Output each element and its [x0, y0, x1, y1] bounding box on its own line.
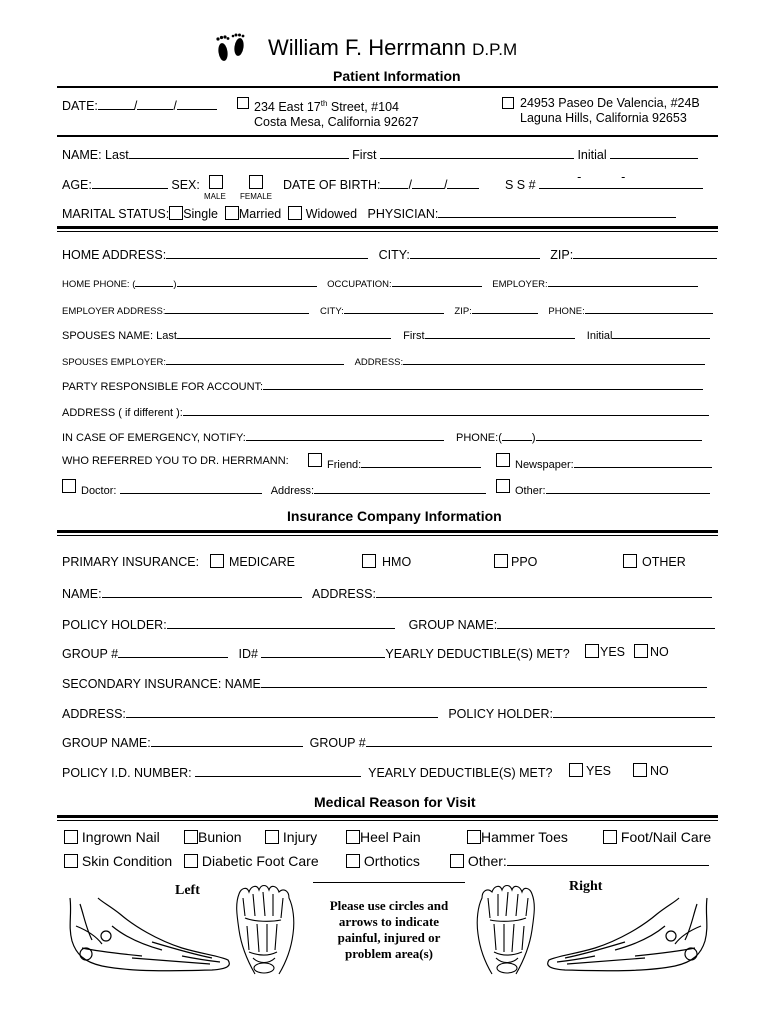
- left-label: Left: [175, 883, 200, 898]
- deductible-no-checkbox[interactable]: [634, 644, 648, 658]
- emp-phone-field[interactable]: [585, 301, 713, 314]
- instruction-line-3: painful, injured or: [337, 930, 441, 945]
- spouse-first-label: First: [403, 330, 425, 342]
- hammer-label: Hammer Toes: [481, 829, 568, 845]
- ingrown-label: Ingrown Nail: [81, 829, 160, 845]
- ins-address-label: ADDRESS:: [312, 587, 376, 601]
- city-field[interactable]: [410, 246, 540, 259]
- divider: [57, 535, 718, 536]
- instructions: [316, 898, 462, 962]
- referred-friend-checkbox[interactable]: [308, 453, 322, 467]
- sec-deductible-yes-label: YES: [586, 764, 612, 778]
- doctor-field[interactable]: [120, 481, 262, 494]
- dob-month-field[interactable]: [380, 176, 408, 189]
- hmo-checkbox[interactable]: [362, 554, 376, 568]
- married-label: Married: [238, 207, 282, 221]
- ins-name-field[interactable]: [102, 585, 302, 598]
- occupation-label: OCCUPATION:: [327, 279, 392, 290]
- spouse-first-field[interactable]: [425, 326, 575, 339]
- other-insurance-label: OTHER: [642, 555, 686, 569]
- friend-row: [327, 455, 481, 471]
- primary-row: [62, 555, 199, 569]
- spouse-employer-label: SPOUSES EMPLOYER:: [62, 357, 167, 368]
- instruction-line-4: problem area(s): [345, 946, 433, 961]
- hammer-checkbox[interactable]: [467, 830, 481, 844]
- doctor-label: Doctor:: [81, 485, 117, 497]
- single-label: Single: [183, 207, 218, 221]
- bunion-label: Bunion: [198, 829, 242, 845]
- sec-deductible-no-checkbox[interactable]: [633, 763, 647, 777]
- group-num-field[interactable]: [118, 645, 228, 658]
- sec-deductible-yes-checkbox[interactable]: [569, 763, 583, 777]
- doctor-row: [81, 481, 486, 497]
- spouse-employer-field[interactable]: [166, 352, 344, 365]
- referred-doctor-checkbox[interactable]: [62, 479, 76, 493]
- spouse-initial-field[interactable]: [612, 326, 710, 339]
- ss-label: S S #: [505, 178, 536, 192]
- ins-address-field[interactable]: [376, 585, 712, 598]
- home-phone-field[interactable]: [177, 274, 317, 287]
- spouse-name-label: SPOUSES NAME: Last: [62, 330, 177, 342]
- female-label: FEMALE: [240, 192, 273, 201]
- address-diff-label: ADDRESS ( if different ):: [62, 407, 183, 419]
- sec-group-num-label: GROUP #: [309, 736, 366, 750]
- responsible-field[interactable]: [263, 377, 703, 390]
- sec-group-name-field[interactable]: [151, 734, 303, 747]
- emp-city-field[interactable]: [344, 301, 444, 314]
- doctor-suffix: D.P.M: [472, 40, 518, 59]
- group-name-field[interactable]: [497, 616, 715, 629]
- location-costa-mesa-checkbox[interactable]: [237, 97, 249, 109]
- sex-label: SEX:: [171, 178, 200, 192]
- initial-field[interactable]: [610, 146, 698, 159]
- age-field[interactable]: [92, 176, 168, 189]
- addr2-line2: Laguna Hills, California 92653: [520, 111, 687, 125]
- dob-label: DATE OF BIRTH:: [283, 178, 381, 192]
- employer-address-field[interactable]: [165, 301, 309, 314]
- skin-item: [64, 853, 172, 869]
- skin-checkbox[interactable]: [64, 854, 78, 868]
- page-title: [268, 35, 517, 61]
- home-address-label: HOME ADDRESS:: [62, 248, 167, 262]
- ss-row: [505, 170, 703, 192]
- spouse-last-field[interactable]: [177, 326, 391, 339]
- address-costa-mesa: [254, 96, 419, 130]
- medicare-label: MEDICARE: [229, 555, 295, 569]
- spouse-employer-row: [62, 352, 705, 368]
- emergency-phone-field[interactable]: [536, 428, 702, 441]
- name-label: NAME: Last: [62, 148, 129, 162]
- group-num-label: GROUP #: [62, 647, 119, 661]
- deductible-no-label: NO: [650, 645, 669, 659]
- deductible-yes-checkbox[interactable]: [585, 644, 599, 658]
- primary-label: PRIMARY INSURANCE:: [62, 555, 200, 569]
- date-year-field[interactable]: [177, 97, 217, 110]
- skin-label: Skin Condition: [81, 853, 173, 869]
- right-foot-side-icon: [540, 896, 715, 976]
- marital-single-checkbox[interactable]: [169, 206, 183, 220]
- date-row: DATE: / /: [62, 97, 217, 113]
- bunion-item: [184, 829, 242, 845]
- emergency-label: IN CASE OF EMERGENCY, NOTIFY:: [62, 432, 246, 444]
- widowed-label: Widowed: [305, 207, 358, 221]
- medicare-checkbox[interactable]: [210, 554, 224, 568]
- footnail-label: Foot/Nail Care: [620, 829, 712, 845]
- insurance-title: Insurance Company Information: [287, 508, 502, 524]
- other-field[interactable]: [546, 481, 710, 494]
- newspaper-row: [515, 455, 712, 471]
- marital-married-checkbox[interactable]: [225, 206, 239, 220]
- responsible-label: PARTY RESPONSIBLE FOR ACCOUNT:: [62, 381, 264, 393]
- policy-holder-label: POLICY HOLDER:: [62, 618, 167, 632]
- hmo-label: HMO: [382, 555, 412, 569]
- responsible-row: [62, 377, 703, 393]
- sec-deductible-no-label: NO: [650, 764, 669, 778]
- sex-male-checkbox[interactable]: [209, 175, 223, 189]
- referred-row: [62, 455, 289, 467]
- subtitle: Patient Information: [333, 68, 461, 84]
- male-label: MALE: [204, 192, 226, 201]
- spouse-address-label: ADDRESS:: [354, 357, 404, 368]
- ppo-label: PPO: [511, 555, 538, 569]
- divider: [57, 231, 718, 232]
- date-label: DATE:: [62, 99, 98, 113]
- sex-female-checkbox[interactable]: [249, 175, 263, 189]
- addr1-line1b: Street, #104: [327, 100, 399, 115]
- divider: [57, 135, 718, 137]
- address-laguna-hills: [520, 96, 700, 126]
- ingrown-checkbox[interactable]: [64, 830, 78, 844]
- divider: [57, 226, 718, 229]
- spouse-initial-label: Initial: [586, 330, 613, 342]
- divider: [57, 86, 718, 88]
- employer-address-label: EMPLOYER ADDRESS:: [62, 306, 166, 317]
- footprints-logo: [213, 33, 249, 65]
- zip-label: ZIP:: [550, 248, 574, 262]
- emp-zip-field[interactable]: [472, 301, 538, 314]
- ppo-checkbox[interactable]: [494, 554, 508, 568]
- name-row: [62, 146, 698, 162]
- sec-address-row: [62, 705, 715, 721]
- addr1-line1: 234 East 17: [254, 100, 321, 115]
- ref-address-field[interactable]: [314, 481, 486, 494]
- friend-field[interactable]: [361, 455, 481, 468]
- newspaper-field[interactable]: [574, 455, 712, 468]
- home-phone-row: HOME PHONE: ( ) OCCUPATION: EMPLOYER:: [62, 274, 698, 290]
- footnail-item: [603, 829, 711, 845]
- home-phone-label: HOME PHONE: (: [62, 279, 136, 290]
- referred-newspaper-checkbox[interactable]: [496, 453, 510, 467]
- home-address-row: [62, 246, 717, 262]
- group-num-row: [62, 645, 570, 661]
- footnail-checkbox[interactable]: [603, 830, 617, 844]
- id-field[interactable]: [261, 645, 385, 658]
- marital-label: MARITAL STATUS:: [62, 207, 170, 221]
- orthotics-item: [346, 853, 420, 869]
- right-label: Right: [569, 879, 603, 894]
- orthotics-label: Orthotics: [363, 853, 420, 869]
- left-foot-side-icon: [62, 896, 237, 976]
- sec-group-row: [62, 734, 712, 750]
- reason-other-checkbox[interactable]: [450, 854, 464, 868]
- marital-row: [62, 205, 676, 221]
- home-address-field[interactable]: [166, 246, 368, 259]
- divider: [57, 815, 718, 818]
- policy-id-row: [62, 764, 552, 780]
- policy-holder-field[interactable]: [167, 616, 395, 629]
- diabetic-item: [184, 853, 319, 869]
- addr2-line1: 24953 Paseo De Valencia, #24B: [520, 96, 700, 110]
- emergency-row: IN CASE OF EMERGENCY, NOTIFY: PHONE:( ): [62, 428, 702, 444]
- first-name-field[interactable]: [380, 146, 574, 159]
- sec-policy-holder-label: POLICY HOLDER:: [448, 707, 553, 721]
- reason-other-field[interactable]: [507, 853, 709, 866]
- ss-field[interactable]: - -: [539, 176, 703, 189]
- date-month-field[interactable]: [98, 97, 134, 110]
- divider: [57, 530, 718, 533]
- injury-label: Injury: [282, 829, 318, 845]
- ref-address-label: Address:: [270, 485, 315, 497]
- spouse-address-field[interactable]: [403, 352, 705, 365]
- secondary-name-field[interactable]: [261, 675, 707, 688]
- instruction-line-1: Please use circles and: [329, 898, 449, 913]
- emergency-phone-area-field[interactable]: [502, 428, 532, 441]
- emergency-field[interactable]: [246, 428, 444, 441]
- diabetic-checkbox[interactable]: [184, 854, 198, 868]
- date-day-field[interactable]: [137, 97, 173, 110]
- heel-label: Heel Pain: [360, 829, 421, 845]
- sec-address-label: ADDRESS:: [62, 707, 126, 721]
- referred-other-checkbox[interactable]: [496, 479, 510, 493]
- sec-deductible-label: YEARLY DEDUCTIBLE(S) MET?: [368, 766, 553, 780]
- other-insurance-checkbox[interactable]: [623, 554, 637, 568]
- reason-other-item: [450, 853, 709, 869]
- newspaper-label: Newspaper:: [515, 459, 574, 471]
- orthotics-checkbox[interactable]: [346, 854, 360, 868]
- marital-widowed-checkbox[interactable]: [288, 206, 302, 220]
- bunion-checkbox[interactable]: [184, 830, 198, 844]
- reason-other-label: Other:: [467, 853, 507, 869]
- friend-label: Friend:: [327, 459, 362, 471]
- employer-address-row: [62, 301, 713, 317]
- secondary-row: [62, 675, 707, 691]
- policy-id-field[interactable]: [195, 764, 361, 777]
- other-label: Other:: [515, 485, 546, 497]
- dob-year-field[interactable]: [447, 176, 479, 189]
- reason-row-1: [64, 829, 160, 845]
- spouse-name-row: [62, 326, 710, 342]
- sec-address-field[interactable]: [126, 705, 438, 718]
- physician-label: PHYSICIAN:: [367, 207, 439, 221]
- policy-id-label: POLICY I.D. NUMBER:: [62, 766, 192, 780]
- initial-label: Initial: [577, 148, 607, 162]
- referred-label: WHO REFERRED YOU TO DR. HERRMANN:: [62, 455, 289, 467]
- home-phone-area-field[interactable]: [135, 274, 173, 287]
- addr1-line2: Costa Mesa, California 92627: [254, 115, 419, 130]
- instruction-divider: [313, 882, 465, 883]
- emp-zip-label: ZIP:: [454, 306, 472, 317]
- deductible-yes-label: YES: [600, 645, 626, 659]
- policy-holder-row: [62, 616, 715, 632]
- doctor-name: William F. Herrmann: [268, 35, 467, 60]
- medical-title: Medical Reason for Visit: [314, 794, 476, 810]
- dob-day-field[interactable]: [412, 176, 444, 189]
- sec-policy-holder-field[interactable]: [553, 705, 715, 718]
- emergency-phone-label: PHONE:(: [456, 432, 502, 444]
- address-diff-field[interactable]: [183, 403, 709, 416]
- sec-group-name-label: GROUP NAME:: [62, 736, 151, 750]
- employer-field[interactable]: [548, 274, 698, 287]
- employer-label: EMPLOYER:: [492, 279, 548, 290]
- age-row: [62, 176, 200, 192]
- occupation-field[interactable]: [392, 274, 482, 287]
- deductible-label: YEARLY DEDUCTIBLE(S) MET?: [385, 647, 570, 661]
- right-foot-top-icon: [468, 880, 540, 976]
- instruction-line-2: arrows to indicate: [338, 914, 440, 929]
- hammer-item: [467, 829, 568, 845]
- heel-checkbox[interactable]: [346, 830, 360, 844]
- address-diff-row: [62, 403, 709, 419]
- injury-checkbox[interactable]: [265, 830, 279, 844]
- other-row: [515, 481, 710, 497]
- divider: [57, 820, 718, 821]
- emp-city-label: CITY:: [320, 306, 344, 317]
- ins-name-label: NAME:: [62, 587, 102, 601]
- zip-field[interactable]: [573, 246, 717, 259]
- group-name-label: GROUP NAME:: [408, 618, 498, 632]
- location-laguna-hills-checkbox[interactable]: [502, 97, 514, 109]
- secondary-label: SECONDARY INSURANCE: NAME: [62, 677, 261, 691]
- age-label: AGE:: [62, 178, 92, 192]
- emp-phone-label: PHONE:: [548, 306, 585, 317]
- addr1-sup: th: [320, 99, 328, 108]
- physician-field[interactable]: [438, 205, 676, 218]
- city-label: CITY:: [378, 248, 410, 262]
- injury-item: [265, 829, 317, 845]
- dob-row: DATE OF BIRTH: / /: [283, 176, 479, 192]
- sec-group-num-field[interactable]: [366, 734, 712, 747]
- id-label: ID#: [238, 647, 258, 661]
- left-foot-top-icon: [231, 880, 303, 976]
- last-name-field[interactable]: [129, 146, 349, 159]
- heel-item: [346, 829, 421, 845]
- first-label: First: [352, 148, 377, 162]
- ins-name-row: [62, 585, 712, 601]
- diabetic-label: Diabetic Foot Care: [201, 853, 319, 869]
